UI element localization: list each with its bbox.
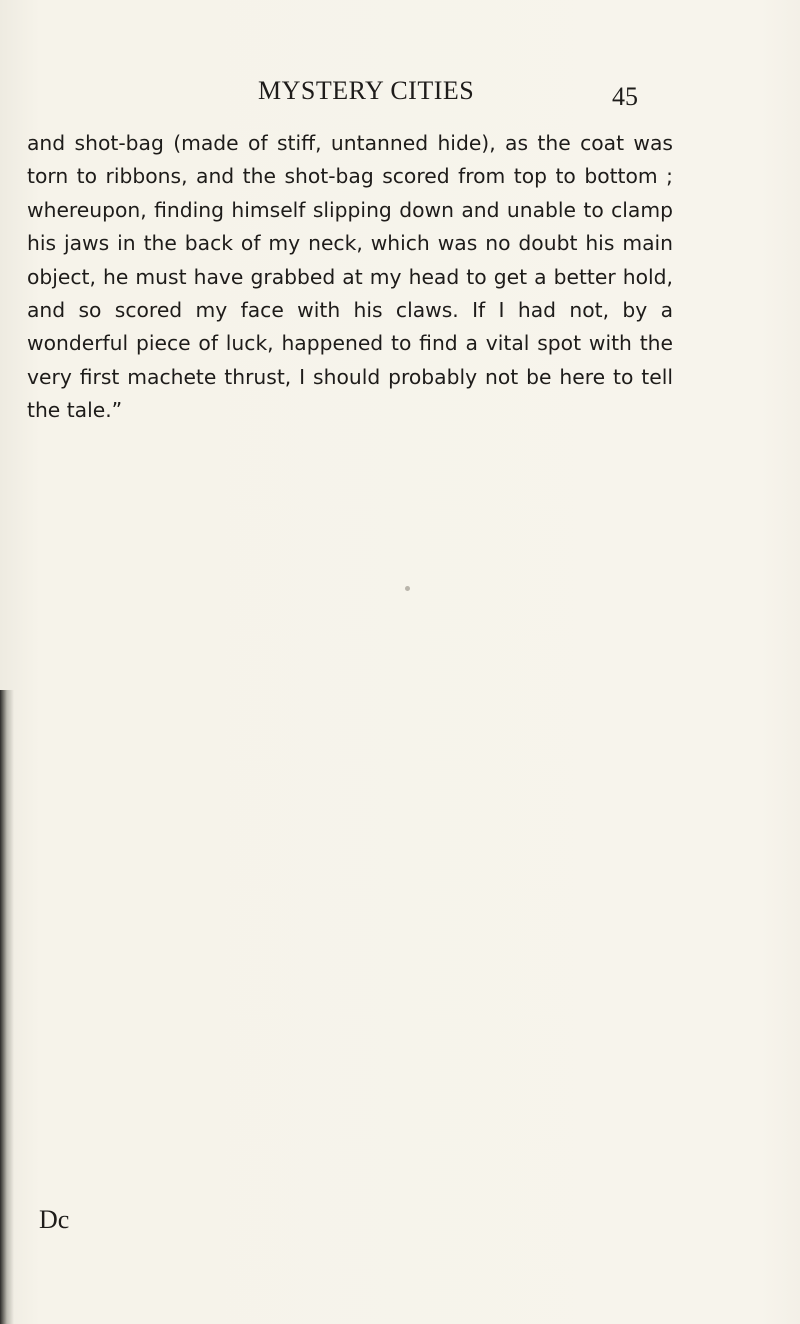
running-head [0, 74, 800, 114]
binding-gutter-shadow [0, 690, 14, 1324]
body-paragraph: and shot-bag (made of stiff, untanned hide), as the coat was torn to ribbons, and the shot-bag scored from top to bottom ; whereupon, finding himself slipping down and unable to clamp his jaws in the back of my neck, which was no doubt his main object, he must have grabbed at my head to get a better hold, and so scored my face with his claws. If I had not, by a wonderful piece of luck, happened to find a vital spot with the very first machete thrust, I should probably not be here to tell the tale.” [27, 131, 673, 423]
signature-mark: Dc [39, 1205, 70, 1234]
page-number: 45 [612, 82, 638, 111]
paper-speck [405, 586, 410, 591]
running-title: MYSTERY CITIES [258, 76, 475, 105]
